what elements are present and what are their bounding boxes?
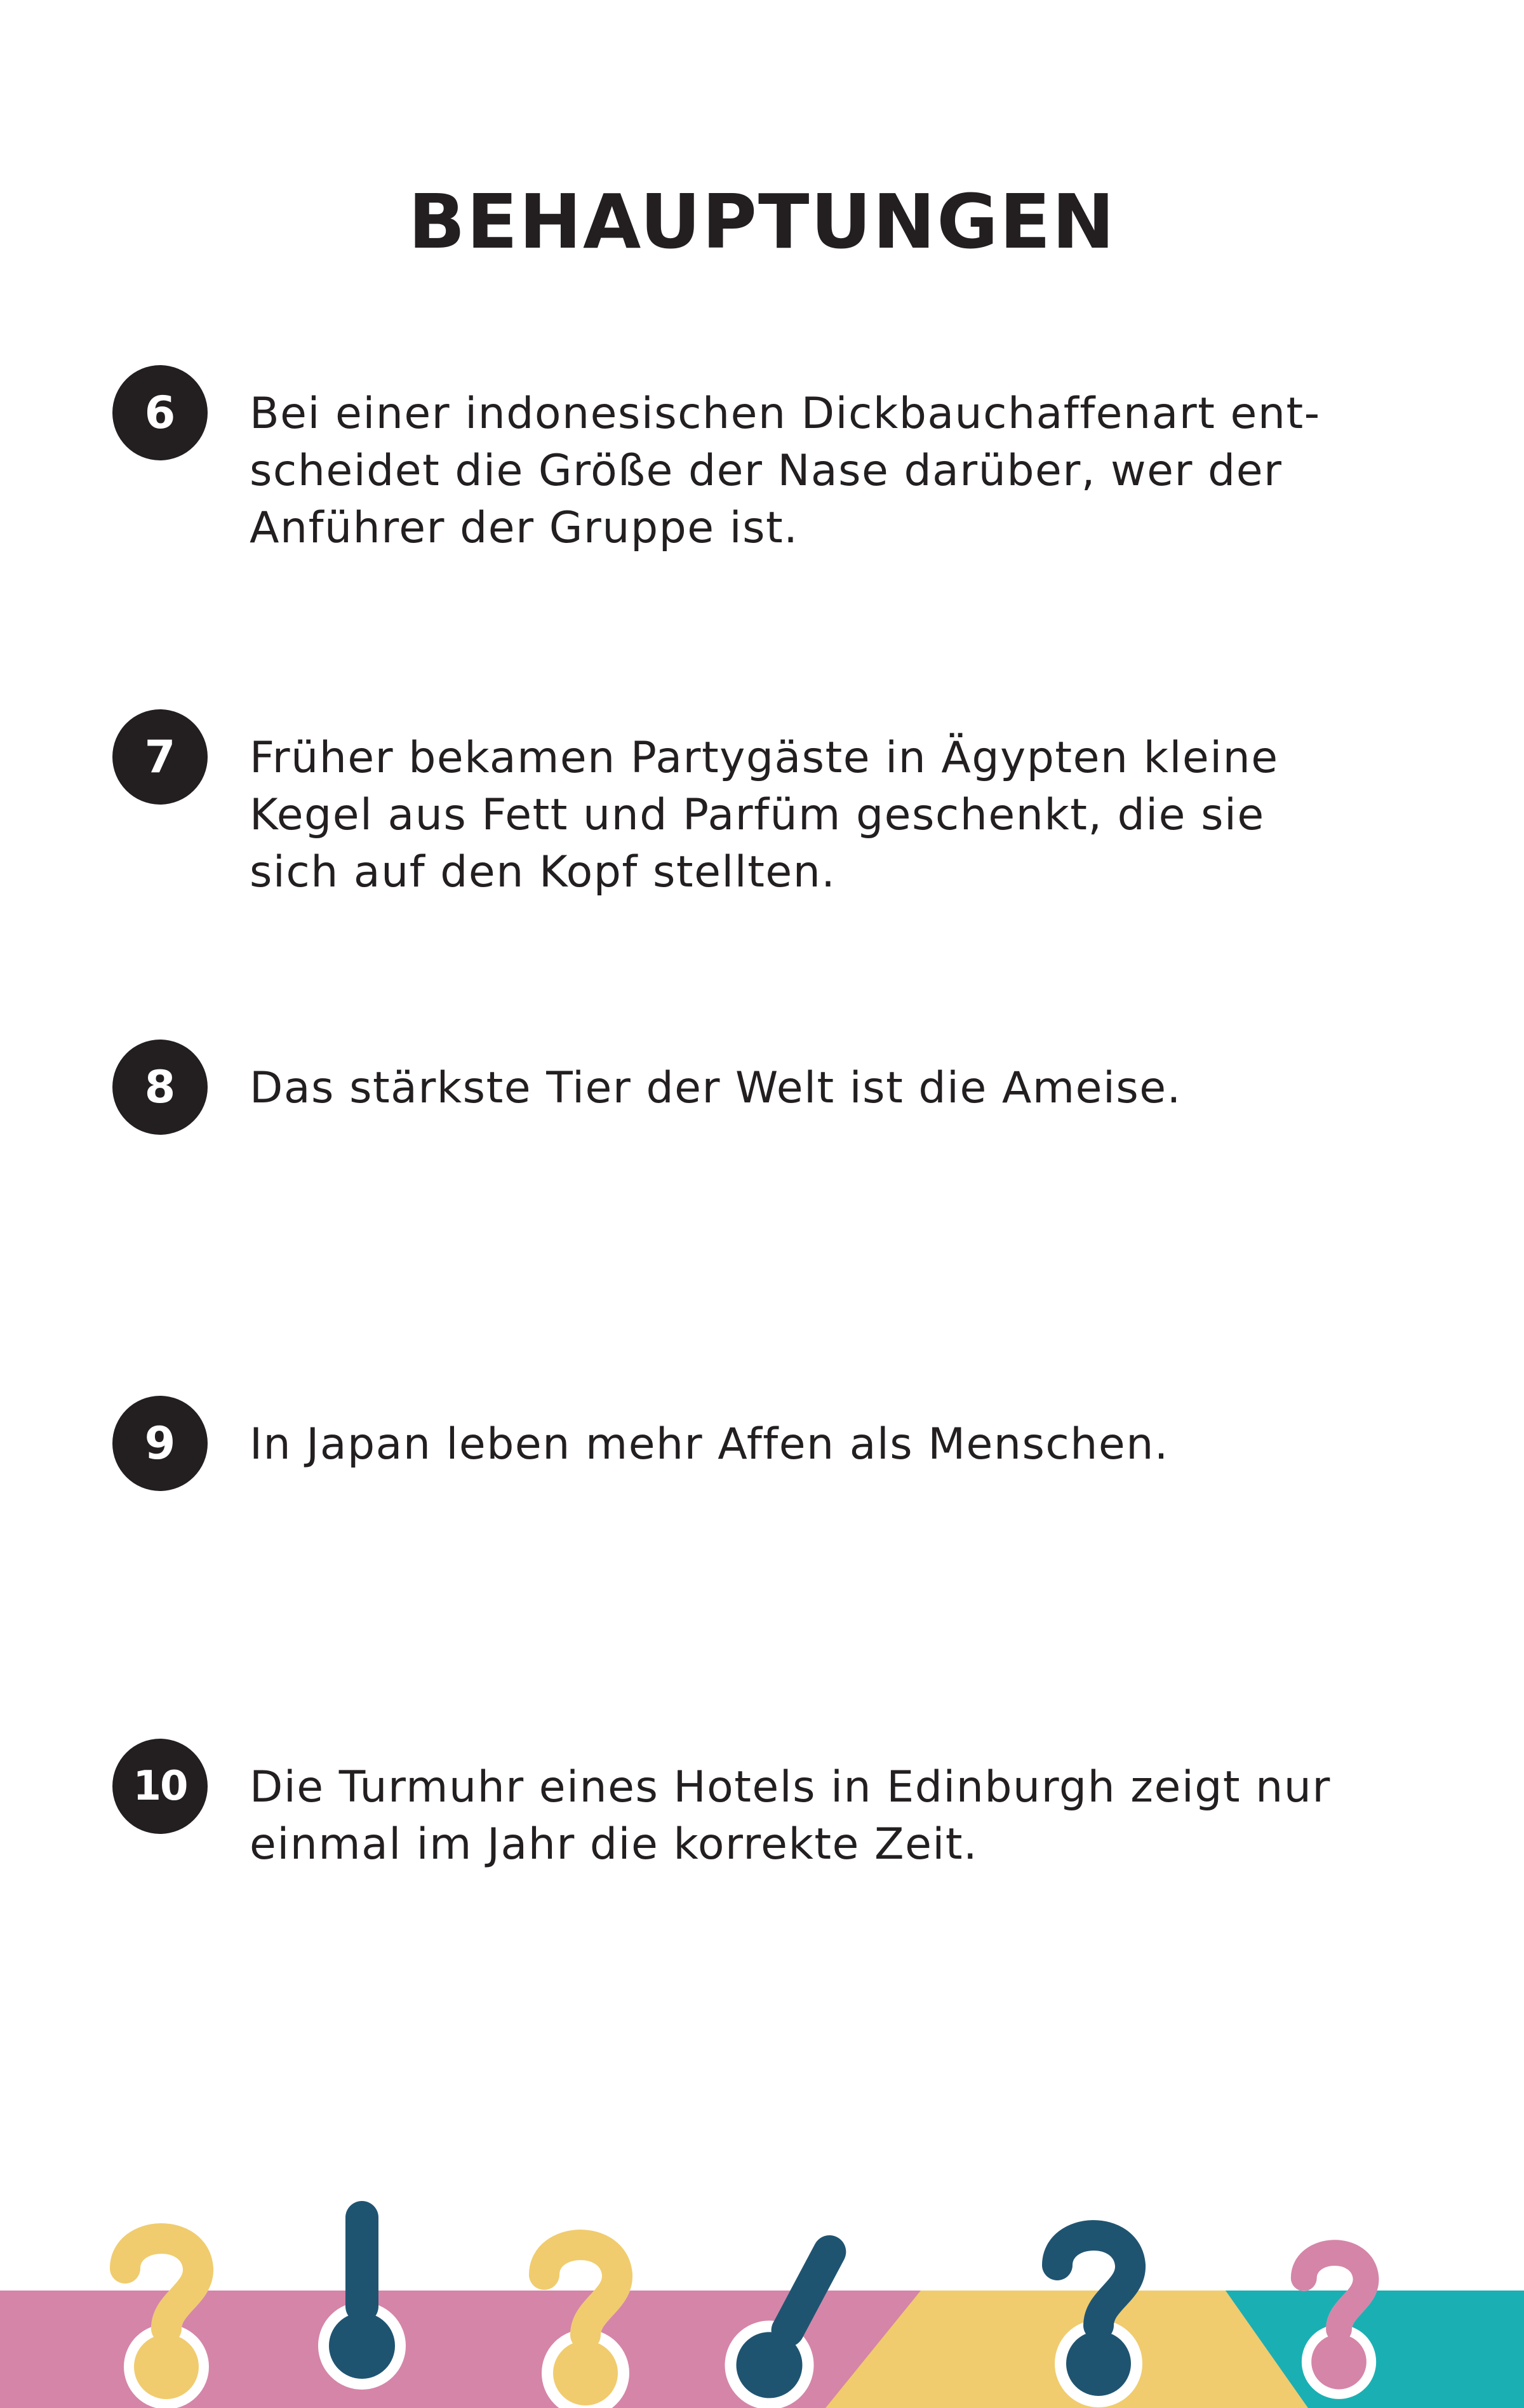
statement-number-badge: 9 [112, 1396, 208, 1491]
statement-text: Früher bekamen Partygäste in Ägypten kleine Kegel aus Fett und Parfüm geschenkt, die sie sich auf den Kopf stellten. [250, 733, 1279, 897]
statement-text: Bei einer indonesischen Dickbauchaffenart ent- scheidet die Größe der Nase darüber, wer der Anführer der Gruppe ist. [250, 389, 1321, 553]
decorative-footer [0, 2198, 1524, 2408]
statement-text: Das stärkste Tier der Welt ist die Ameise. [250, 1063, 1182, 1113]
page-title: BEHAUPTUNGEN [408, 178, 1116, 265]
statement-text: In Japan leben mehr Affen als Menschen. [250, 1419, 1169, 1469]
statement-number-badge: 7 [112, 709, 208, 805]
statement-number-badge: 8 [112, 1040, 208, 1135]
statement-number-badge: 10 [112, 1739, 208, 1834]
statement-number-badge: 6 [112, 365, 208, 460]
exclamation-mark-icon [344, 2217, 380, 2364]
statement-text: Die Turmuhr eines Hotels in Edinburgh zeigt nur einmal im Jahr die korrekte Zeit. [250, 1762, 1331, 1870]
